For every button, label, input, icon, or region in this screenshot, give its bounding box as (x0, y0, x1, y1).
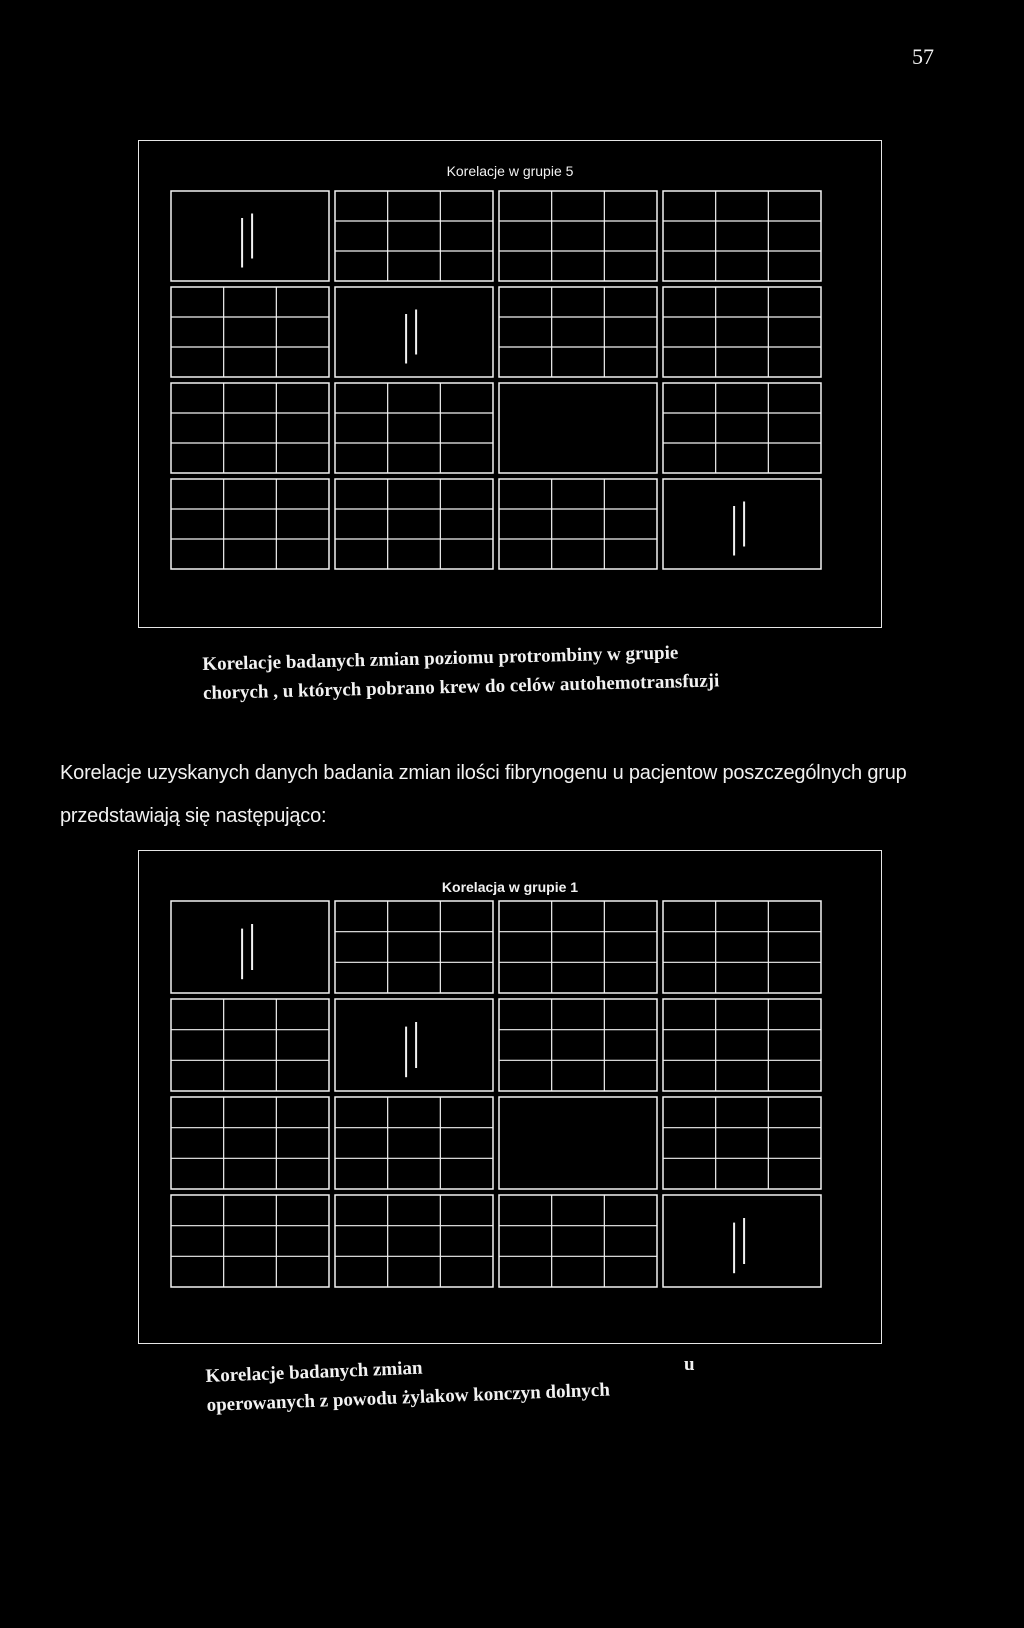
figure-2-caption (205, 1337, 847, 1420)
page-number: 57 (912, 44, 934, 69)
matrix-cell-matrix (171, 383, 329, 473)
cell-frame (499, 191, 657, 281)
cell-frame (171, 287, 329, 377)
matrix-cell-matrix (171, 1097, 329, 1189)
matrix-cell-matrix (499, 1195, 657, 1287)
matrix-cell-matrix (663, 999, 821, 1091)
matrix-cell-matrix (171, 287, 329, 377)
matrix-cell-hist (663, 1195, 821, 1287)
matrix-cell-hist (335, 287, 493, 377)
cell-frame (663, 383, 821, 473)
cell-frame (499, 1195, 657, 1287)
cell-frame (171, 191, 329, 281)
cell-frame (335, 479, 493, 569)
cell-frame (499, 1097, 657, 1189)
cell-frame (663, 999, 821, 1091)
correlation-matrix-figure-2 (138, 850, 882, 1344)
cell-frame (499, 383, 657, 473)
cell-frame (171, 479, 329, 569)
matrix-cell-matrix (335, 901, 493, 993)
cell-frame (499, 479, 657, 569)
cell-frame (663, 287, 821, 377)
matrix-cell-matrix (171, 1195, 329, 1287)
cell-frame (663, 901, 821, 993)
figure-2-caption-line-1: Korelacje badanych zmian (205, 1357, 423, 1387)
figure-2-caption-fragment: u (684, 1354, 695, 1375)
matrix-cell-matrix (335, 479, 493, 569)
matrix-cell-matrix (663, 287, 821, 377)
matrix-cell-blank (499, 1097, 657, 1189)
matrix-cell-matrix (663, 901, 821, 993)
figure-1-caption (202, 634, 843, 708)
cell-frame (499, 287, 657, 377)
cell-frame (335, 383, 493, 473)
matrix-cell-blank (499, 383, 657, 473)
cell-frame (499, 999, 657, 1091)
figure-1-title: Korelacje w grupie 5 (446, 163, 574, 179)
scatterplot-matrix-2 (139, 851, 881, 1343)
cell-frame (171, 383, 329, 473)
matrix-cell-hist (663, 479, 821, 569)
cell-frame (171, 999, 329, 1091)
scatterplot-matrix-1 (139, 141, 881, 627)
matrix-cell-matrix (499, 999, 657, 1091)
matrix-cell-hist (171, 901, 329, 993)
matrix-cell-matrix (499, 901, 657, 993)
matrix-cell-hist (335, 999, 493, 1091)
matrix-cell-matrix (663, 191, 821, 281)
figure-2-caption-line-2: operowanych z powodu żylakow konczyn dolnych (206, 1379, 611, 1416)
cell-frame (335, 287, 493, 377)
matrix-cell-matrix (499, 479, 657, 569)
matrix-cell-matrix (663, 383, 821, 473)
cell-frame (171, 1097, 329, 1189)
body-paragraph: Korelacje uzyskanych danych badania zmian ilości fibrynogenu u pacjentow poszczególnych grup przedstawiają się następująco: (60, 762, 907, 827)
matrix-cell-matrix (171, 479, 329, 569)
cell-frame (335, 191, 493, 281)
cell-frame (663, 1097, 821, 1189)
matrix-cell-matrix (335, 1195, 493, 1287)
cell-frame (663, 191, 821, 281)
matrix-cell-hist (171, 191, 329, 281)
figure-1-caption-line-2: chorych , u których pobrano krew do celów autohemotransfuzji (202, 670, 720, 704)
matrix-cell-matrix (663, 1097, 821, 1189)
cell-frame (663, 479, 821, 569)
cell-frame (499, 901, 657, 993)
cell-frame (663, 1195, 821, 1287)
cell-frame (171, 1195, 329, 1287)
matrix-cell-matrix (499, 287, 657, 377)
cell-frame (335, 999, 493, 1091)
matrix-cell-matrix (335, 383, 493, 473)
cell-frame (171, 901, 329, 993)
correlation-matrix-figure-1 (138, 140, 882, 628)
figure-2-title: Korelacja w grupie 1 (441, 879, 579, 895)
matrix-cell-matrix (335, 191, 493, 281)
cell-frame (335, 1195, 493, 1287)
figure-1-caption-line-1: Korelacje badanych zmian poziomu protrombiny w grupie (202, 642, 679, 675)
matrix-cell-matrix (171, 999, 329, 1091)
cell-frame (335, 901, 493, 993)
matrix-cell-matrix (335, 1097, 493, 1189)
cell-frame (335, 1097, 493, 1189)
matrix-cell-matrix (499, 191, 657, 281)
